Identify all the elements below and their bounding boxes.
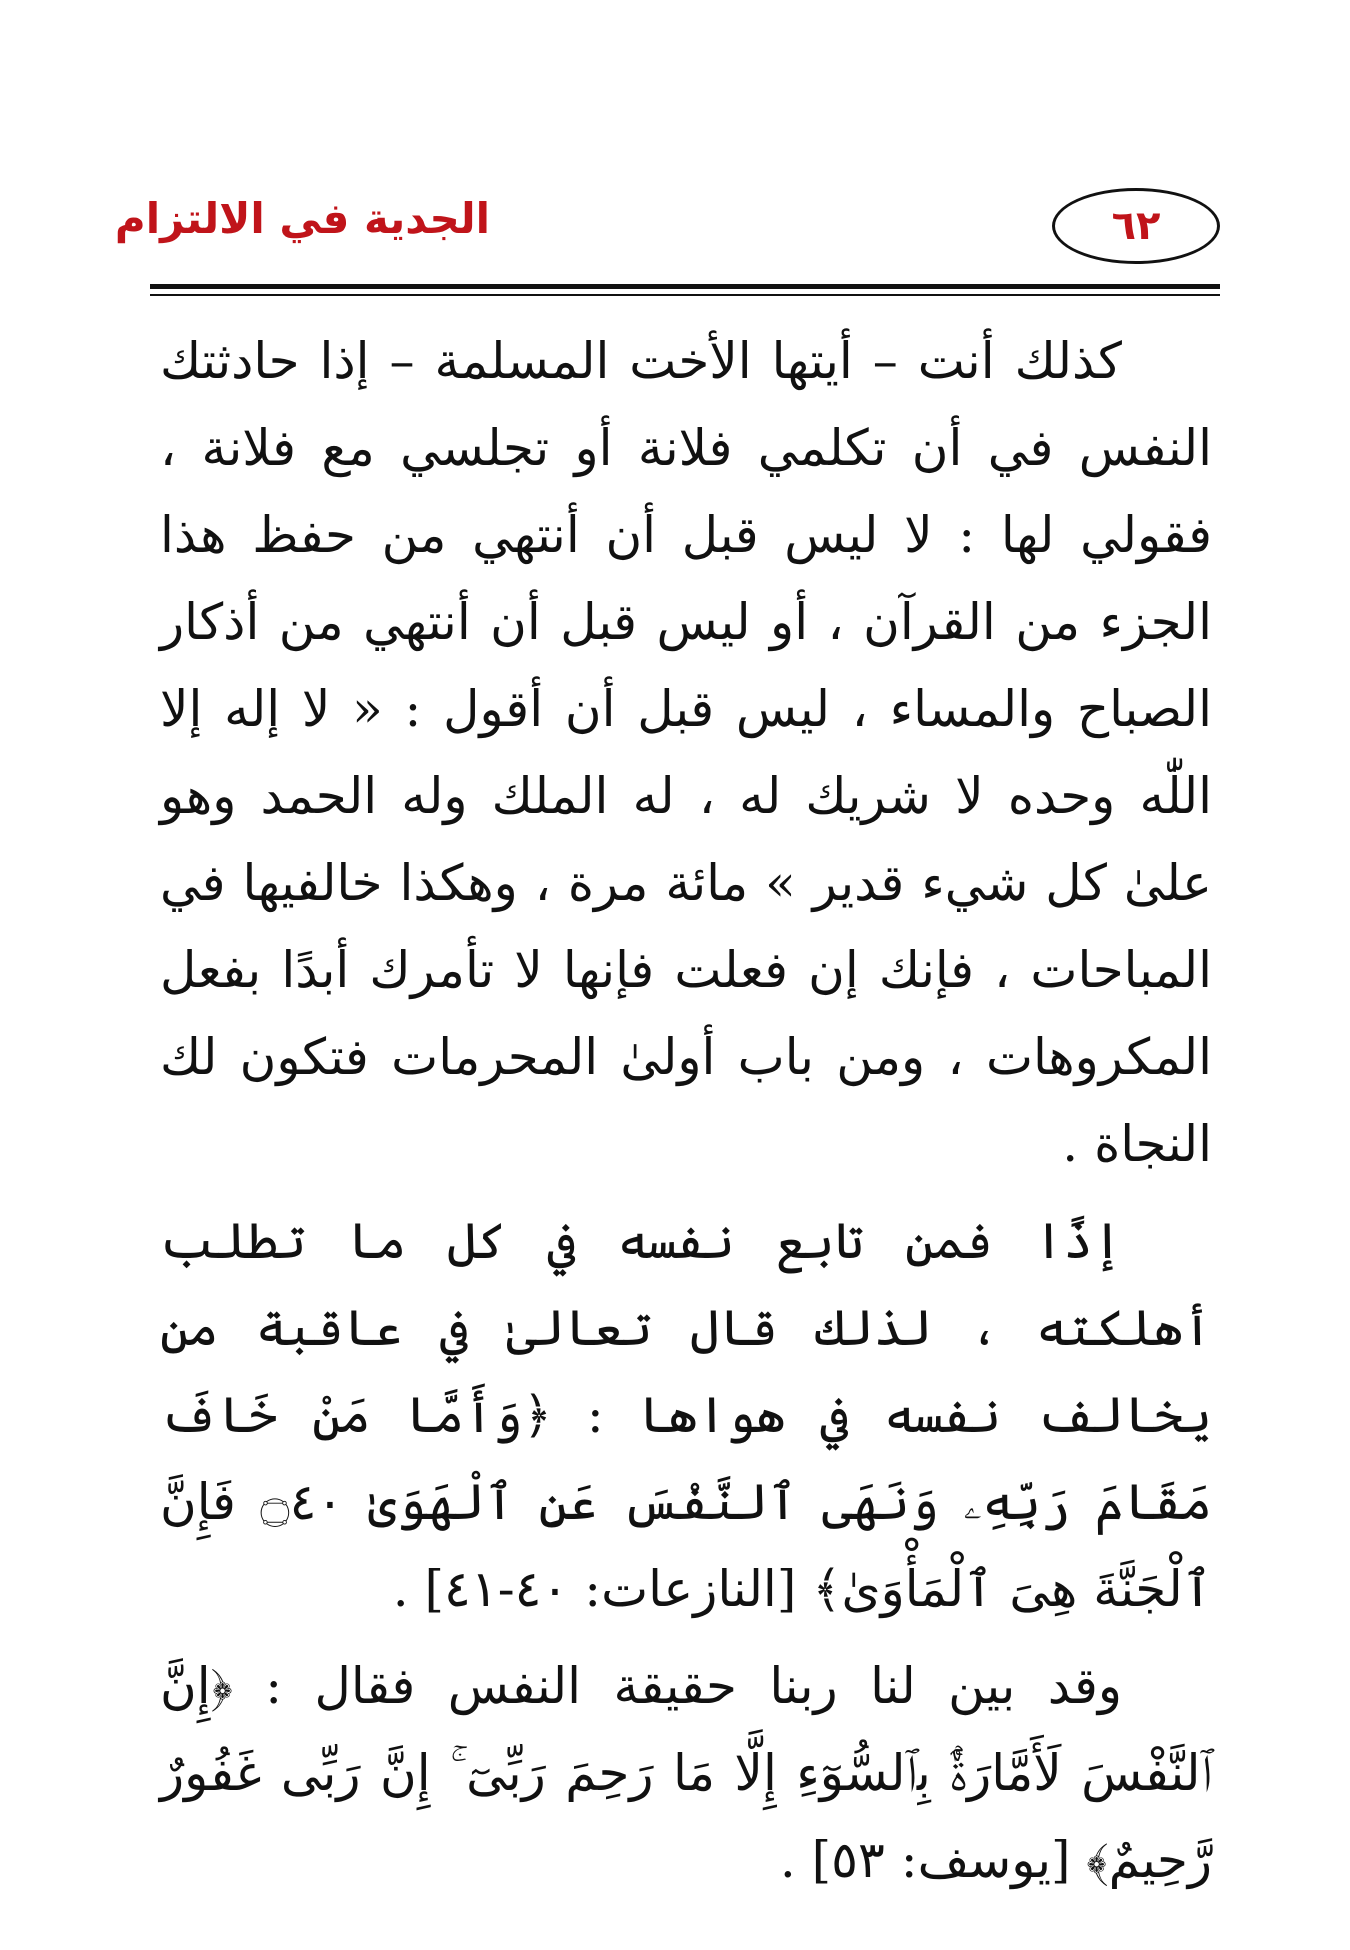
paragraph-2: إذًا فمن تابع نفسه في كل ما تطلب أهلكته ، لذلك قال تعالىٰ في عاقبة من يخالف نفسه في هواها : ﴿وَأَمَّا مَنْ خَافَ مَقَامَ رَبِّهِۦ وَنَهَى ٱلنَّفْسَ عَنِ ٱلْهَوَىٰ ۝٤٠ فَإِنَّ ٱلْجَنَّةَ هِىَ ٱلْمَأْوَىٰ﴾ [النازعات: ٤٠-٤١] . — [160, 1212, 1212, 1618]
header-divider-thin — [150, 294, 1220, 296]
paragraph-3: وقد بين لنا ربنا حقيقة النفس فقال : ﴿إِنَّ ٱلنَّفْسَ لَأَمَّارَةٌۢ بِٱلسُّوٓءِ إِلَّا مَا رَحِمَ رَبِّىٓ ۚ إِنَّ رَبِّى غَفُورٌ رَّحِيمٌ﴾ [يوسف: ٥٣] . — [160, 1657, 1212, 1889]
paragraph-1: كذلك أنت – أيتها الأخت المسلمة – إذا حادثتك النفس في أن تكلمي فلانة أو تجلسي مع فلانة ، فقولي لها : لا ليس قبل أن أنتهي من حفظ هذا الجزء من القرآن ، أو ليس قبل أن أنتهي من أذكار الصباح والمساء ، ليس قبل أن أقول : « لا إله إلا اللّٰه وحده لا شريك له ، له الملك وله الحمد وهو علىٰ كل شيء قدير » مائة مرة ، وهكذا خالفيها في المباحات ، فإنك إن فعلت فإنها لا تأمرك أبدًا بفعل المكروهات ، ومن باب أولىٰ المحرمات فتكون لك النجاة . — [160, 332, 1212, 1173]
page-number-badge: ٦٢ — [1052, 188, 1220, 264]
page-header — [114, 188, 1220, 278]
page-body — [160, 318, 1212, 1904]
running-title: الجدية في الالتزام — [114, 194, 490, 243]
header-divider-thick — [150, 284, 1220, 289]
